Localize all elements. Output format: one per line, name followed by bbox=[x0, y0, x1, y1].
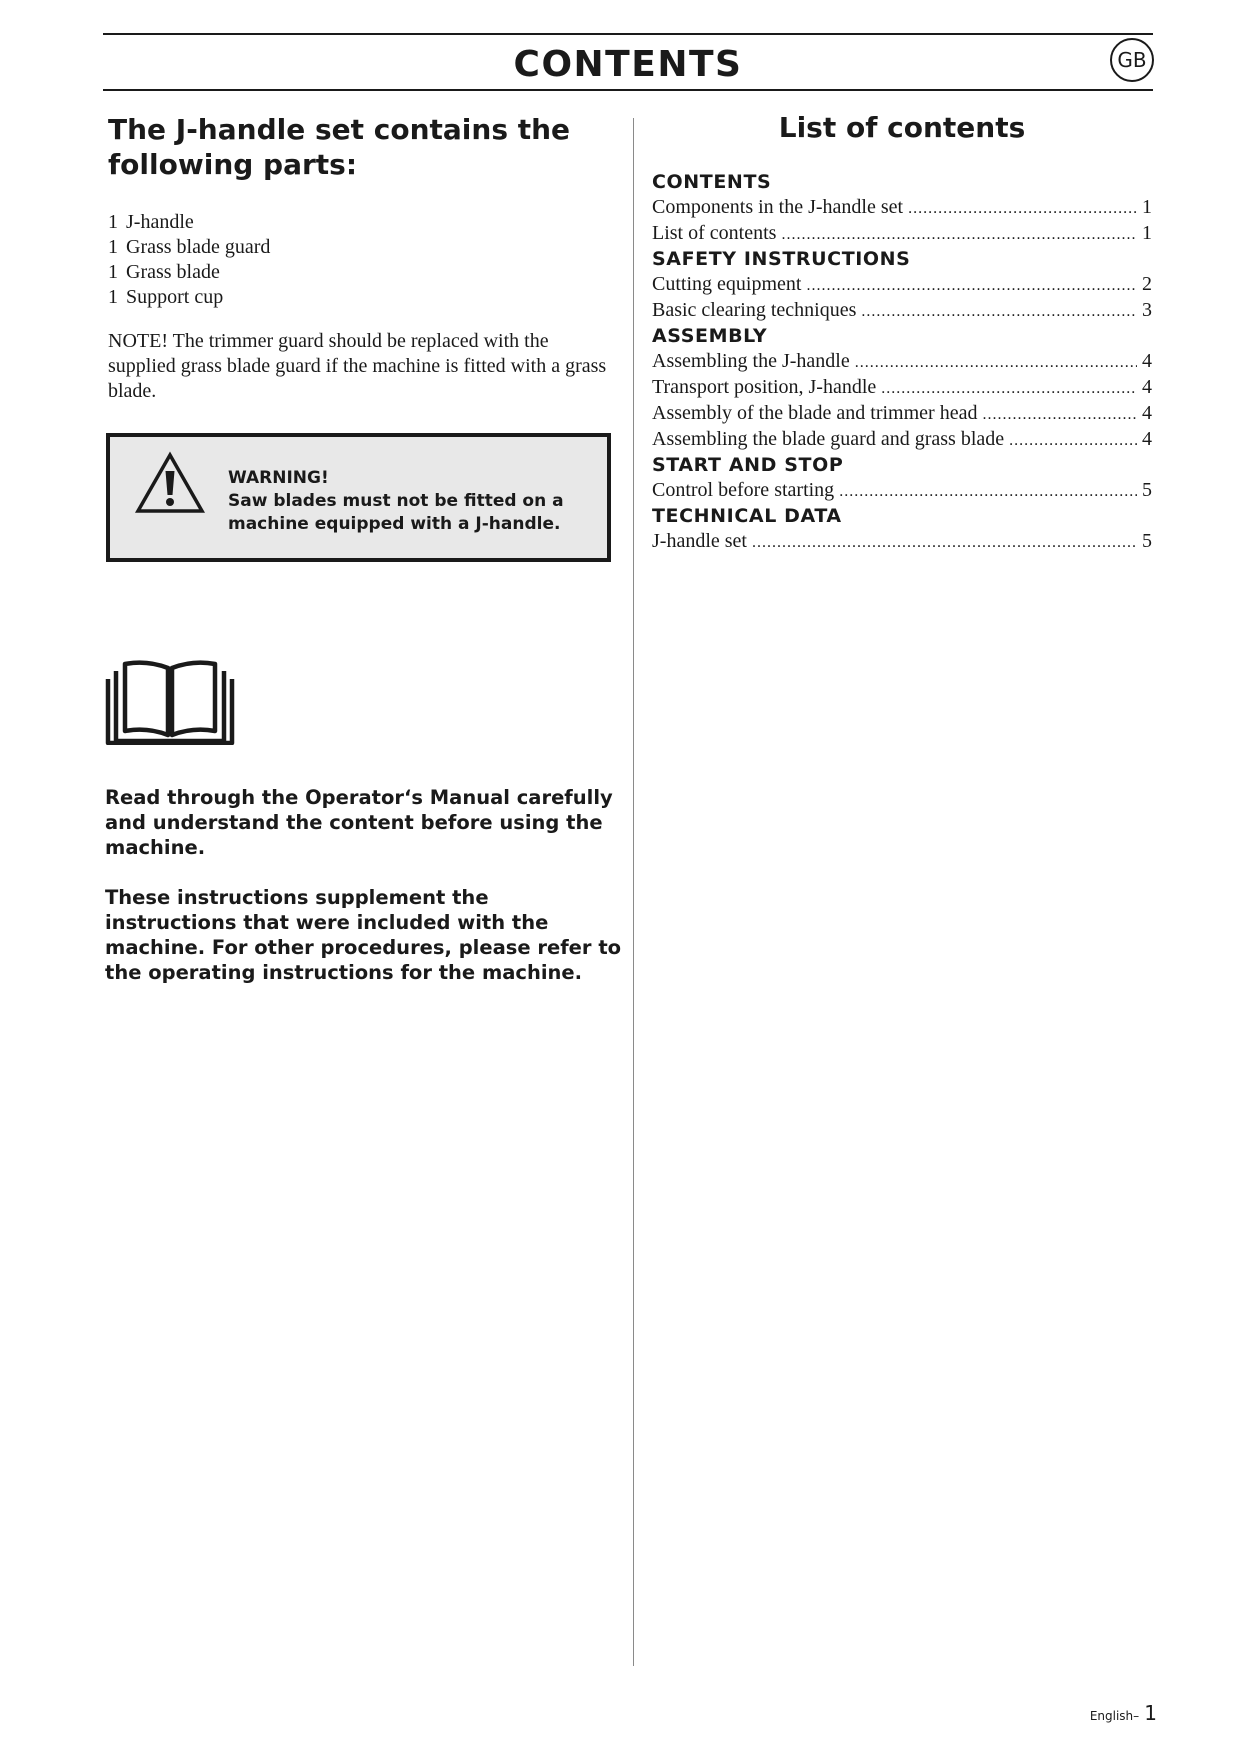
warning-triangle-icon bbox=[134, 451, 206, 515]
toc-entry-page: 5 bbox=[1142, 530, 1152, 552]
warning-box bbox=[106, 433, 611, 562]
toc-entry-label: Components in the J-handle set bbox=[652, 196, 904, 218]
toc-entry-page: 4 bbox=[1142, 376, 1152, 398]
toc-entry-label: J-handle set bbox=[652, 530, 747, 552]
toc-title: List of contents bbox=[778, 111, 1026, 144]
toc-leader bbox=[781, 222, 1137, 247]
toc-entry-page: 1 bbox=[1142, 196, 1152, 218]
part-name: J-handle bbox=[126, 211, 194, 233]
toc-leader bbox=[806, 273, 1137, 298]
part-name: Grass blade guard bbox=[126, 236, 271, 258]
page-number: 1 bbox=[1144, 1701, 1157, 1725]
header-top-rule bbox=[103, 33, 1153, 35]
footer-language: English bbox=[1089, 1709, 1134, 1723]
toc-entry-label: Basic clearing techniques bbox=[652, 299, 857, 321]
parts-list bbox=[108, 210, 613, 310]
footer-separator: – bbox=[1133, 1709, 1140, 1723]
toc-entry-page: 3 bbox=[1142, 299, 1152, 321]
toc-section-heading: SAFETY INSTRUCTIONS bbox=[652, 248, 911, 270]
toc-entry-page: 4 bbox=[1142, 402, 1152, 424]
toc-entry bbox=[652, 529, 1152, 555]
part-name: Grass blade bbox=[126, 261, 220, 283]
toc-entry-label: Transport position, J-handle bbox=[652, 376, 877, 398]
page-title: CONTENTS bbox=[513, 44, 743, 85]
header-bottom-rule bbox=[103, 89, 1153, 91]
manual-notice-block bbox=[105, 785, 625, 1010]
part-name: Support cup bbox=[126, 286, 224, 308]
toc-entry bbox=[652, 298, 1152, 324]
toc-entry bbox=[652, 195, 1152, 221]
list-item bbox=[108, 235, 613, 260]
toc-entry-page: 4 bbox=[1142, 350, 1152, 372]
toc-leader bbox=[855, 350, 1137, 375]
toc-entry bbox=[652, 478, 1152, 504]
parts-section bbox=[108, 112, 613, 404]
toc-leader bbox=[881, 376, 1137, 401]
toc-leader bbox=[1009, 428, 1137, 453]
part-qty: 1 bbox=[108, 261, 118, 283]
toc-leader bbox=[982, 402, 1137, 427]
supplement-notice: These instructions supplement the instructions that were included with the machine. For other procedures, please refer to the operating instructions for the machine. bbox=[105, 886, 622, 984]
toc-section-heading: ASSEMBLY bbox=[652, 325, 768, 347]
part-qty: 1 bbox=[108, 236, 118, 258]
toc-entry-label: Assembly of the blade and trimmer head bbox=[652, 402, 978, 424]
parts-heading: The J-handle set contains the following parts: bbox=[108, 113, 571, 181]
warning-message: Saw blades must not be fitted on a machine equipped with a J-handle. bbox=[228, 491, 564, 534]
toc-entry-page: 2 bbox=[1142, 273, 1152, 295]
toc-entry bbox=[652, 349, 1152, 375]
part-qty: 1 bbox=[108, 211, 118, 233]
warning-title: WARNING! bbox=[228, 468, 329, 488]
toc-section-heading: CONTENTS bbox=[652, 171, 772, 193]
toc-leader bbox=[908, 196, 1137, 221]
toc-entry-label: Assembling the J-handle bbox=[652, 350, 850, 372]
part-qty: 1 bbox=[108, 286, 118, 308]
toc-entry bbox=[652, 272, 1152, 298]
trimmer-guard-note: NOTE! The trimmer guard should be replaced with the supplied grass blade guard if the machine is fitted with a grass blade. bbox=[108, 330, 607, 402]
list-item bbox=[108, 260, 613, 285]
toc-section-heading: START AND STOP bbox=[652, 454, 844, 476]
language-badge: GB bbox=[1110, 38, 1154, 82]
toc-entry-page: 5 bbox=[1142, 479, 1152, 501]
toc-leader bbox=[861, 299, 1137, 324]
toc-entry bbox=[652, 427, 1152, 453]
toc-entry bbox=[652, 375, 1152, 401]
toc-entry-label: Assembling the blade guard and grass blade bbox=[652, 428, 1005, 450]
toc-entry bbox=[652, 221, 1152, 247]
toc-leader bbox=[752, 530, 1137, 555]
toc-entry-page: 4 bbox=[1142, 428, 1152, 450]
toc-section-heading: TECHNICAL DATA bbox=[652, 505, 842, 527]
toc-entry-label: List of contents bbox=[652, 222, 777, 244]
toc-section bbox=[652, 110, 1152, 555]
page-footer bbox=[1090, 1701, 1157, 1725]
toc-entry-label: Control before starting bbox=[652, 479, 835, 501]
manual-notice: Read through the Operator‘s Manual carefully and understand the content before using the machine. bbox=[105, 786, 613, 859]
toc-entry-page: 1 bbox=[1142, 222, 1152, 244]
list-item bbox=[108, 210, 613, 235]
open-book-icon bbox=[105, 657, 235, 745]
toc-entry-label: Cutting equipment bbox=[652, 273, 802, 295]
column-divider bbox=[633, 118, 634, 1666]
toc-leader bbox=[839, 479, 1137, 504]
toc-entry bbox=[652, 401, 1152, 427]
warning-text-block bbox=[228, 467, 598, 536]
list-item bbox=[108, 285, 613, 310]
